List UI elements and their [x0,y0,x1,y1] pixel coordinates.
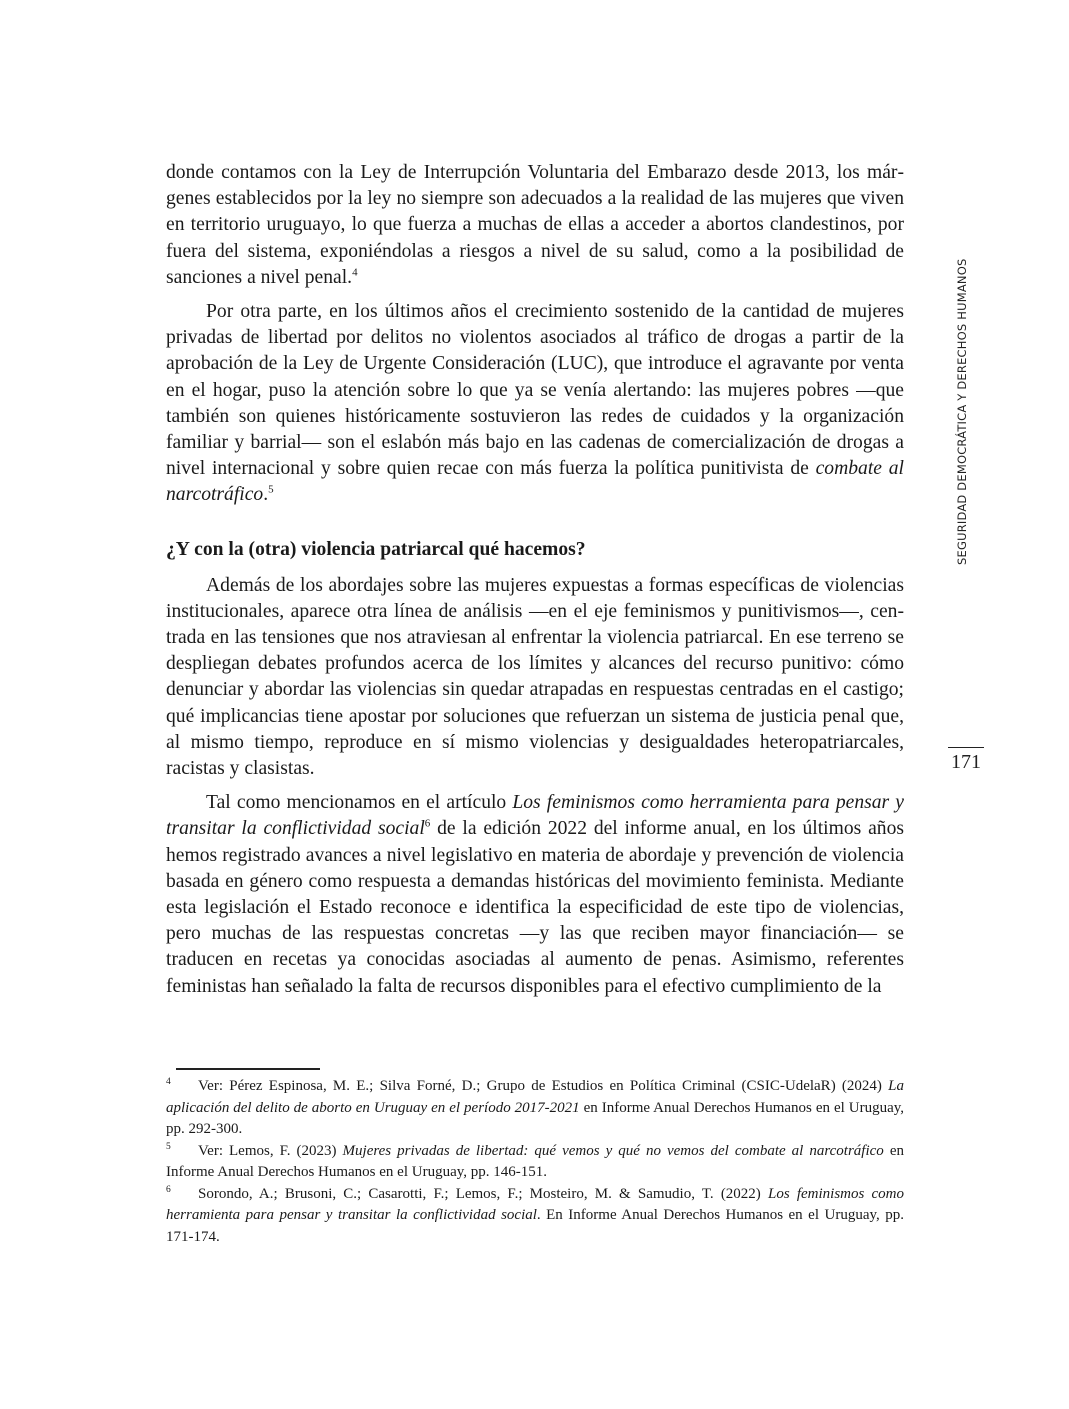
footnote-text: en Informe Anual Derechos Humanos en el Uruguay, pp. 292-300. [166,1099,905,1137]
footnote-separator [176,1068,320,1070]
paragraph-2 [166,299,904,509]
footnote-text: en Informe Anual Derechos Humanos en el Uruguay, pp. 146-151. [166,1142,904,1180]
footnote-title: La aplicación del delito de aborto en Uruguay en el período 2017-2021 [166,1078,904,1116]
italic-phrase: combate al narcotráfico [166,458,904,506]
footnote-4: 4 Ver: Pérez Espinosa, M. E.; Silva Forné, D.; Grupo de Estudios en Política Criminal (CSIC-UdelaR) (2024) La aplicación del delito de aborto en Uruguay en el período 2017-2021 en Informe Anual Derechos Humanos en el Uruguay, pp. 292-300. [166,1077,905,1137]
paragraph-1 [166,160,904,291]
footnote-ref-5[interactable]: 5 [268,483,274,496]
paragraph-text: Tal como mencionamos en el artículo [206,792,513,814]
footnote-text: Sorondo, A.; Brusoni, C.; Casarotti, F.; Lemos, F.; Mosteiro, M. & Samudio, T. (2022) [198,1185,768,1202]
article-title: Los feminismos como herramienta para pensar y transitar la conflictividad social [166,792,904,840]
page-number: 171 [951,751,981,773]
section-heading: ¿Y con la (otra) violencia patriarcal qué hacemos? [166,538,586,560]
footnote-text: . En Informe Anual Derechos Humanos en el Uruguay, pp. 171-174. [166,1207,904,1245]
paragraph-text: donde contamos con la Ley de Interrupción Voluntaria del Embarazo desde 2013, los márgenes establecidos por la ley no siempre son adecuados a la realidad de las mujeres que viven en territorio uruguayo, lo que fuerza a muchas de ellas a acceder a abortos clandestinos, por fuera del sistema, exponiéndolas a riesgos a nivel de su salud, como a la posibilidad de sanciones a nivel penal. [166,162,904,288]
running-head: SEGURIDAD DEMOCRÁTICA Y DERECHOS HUMANOS [955,258,969,565]
footnote-5: 5 Ver: Lemos, F. (2023) Mujeres privadas de libertad: qué vemos y qué no vemos del combate al narcotráfico en Informe Anual Derechos Humanos en el Uruguay, pp. 146-151. [166,1141,904,1180]
paragraph-text: Además de los abordajes sobre las mujeres expuestas a formas específicas de violencias institucionales, aparece otra línea de análisis —en el eje feminismos y punitivismos—, centrada en las tensiones que nos atraviesan al enfrentar la violencia patriarcal. En ese terreno se despliegan debates profundos acerca de los límites y alcances del recurso punitivo: cómo denunciar y abordar las violencias sin quedar atrapadas en respuestas centradas en el castigo; qué implicancias tiene apostar por soluciones que refuerzan un sistema de justicia penal que, al mismo tiempo, reproduce en sí mismo violencias y desigualdades heteropatriarcales, racistas y clasistas. [166,574,904,780]
footnote-6: 6 Sorondo, A.; Brusoni, C.; Casarotti, F.; Lemos, F.; Mosteiro, M. & Samudio, T. (2022) Los feminismos como herramienta para pensar y transitar la conflictividad social. En Informe Anual Derechos Humanos en el Uruguay, pp. 171-174. [166,1184,904,1245]
punctuation: . [263,484,269,506]
footnote-ref-6[interactable]: 6 [424,817,431,830]
footnote-ref-4[interactable]: 4 [352,266,358,279]
footnotes [166,1076,904,1248]
footnote-title: Mujeres privadas de libertad: qué vemos y qué no vemos del combate al narcotráfico [342,1142,884,1159]
body-text [166,160,904,1000]
paragraph-text: Por otra parte, en los últimos años el crecimiento sostenido de la cantidad de mujeres privadas de libertad por delitos no violentos asociados al tráfico de drogas a partir de la aprobación de la Ley de Urgente Consideración (LUC), que introduce el agravante por venta en el hogar, puso la atención sobre lo que ya se venía alertando: las mujeres pobres —que también son quienes históricamente sostuvieron las redes de cuidados y la organización familiar y barrial— son el eslabón más bajo en las cadenas de comercialización de drogas a nivel internacional y sobre quien recae con más fuerza la política punitivista de [166,301,904,480]
paragraph-3 [166,573,904,783]
footnote-title: Los feminismos como herramienta para pensar y transitar la conflictividad social [166,1185,904,1223]
footnote-text: Ver: Lemos, F. (2023) [198,1142,343,1159]
folio-rule [948,747,984,748]
paragraph-4 [166,790,904,1000]
footnote-text: Ver: Pérez Espinosa, M. E.; Silva Forné, D.; Grupo de Estudios en Política Criminal (CSIC-UdelaR) (2024) [198,1078,889,1094]
paragraph-text: de la edición 2022 del informe anual, en los últimos años hemos registrado avances a nivel legislativo en materia de abordaje y prevención de violencia basada en género como respuesta a demandas históricas del movimiento feminista. Mediante esta legislación el Estado reconoce e identifica la especificidad de este tipo de violencias, pero muchas de las respuestas concretas —y las que reciben mayor financiación— se traducen en recetas ya conocidas asociadas al aumento de penas. Asimismo, referentes feministas han señalado la falta de recursos disponibles para el efectivo cumplimiento de la [166,818,904,997]
